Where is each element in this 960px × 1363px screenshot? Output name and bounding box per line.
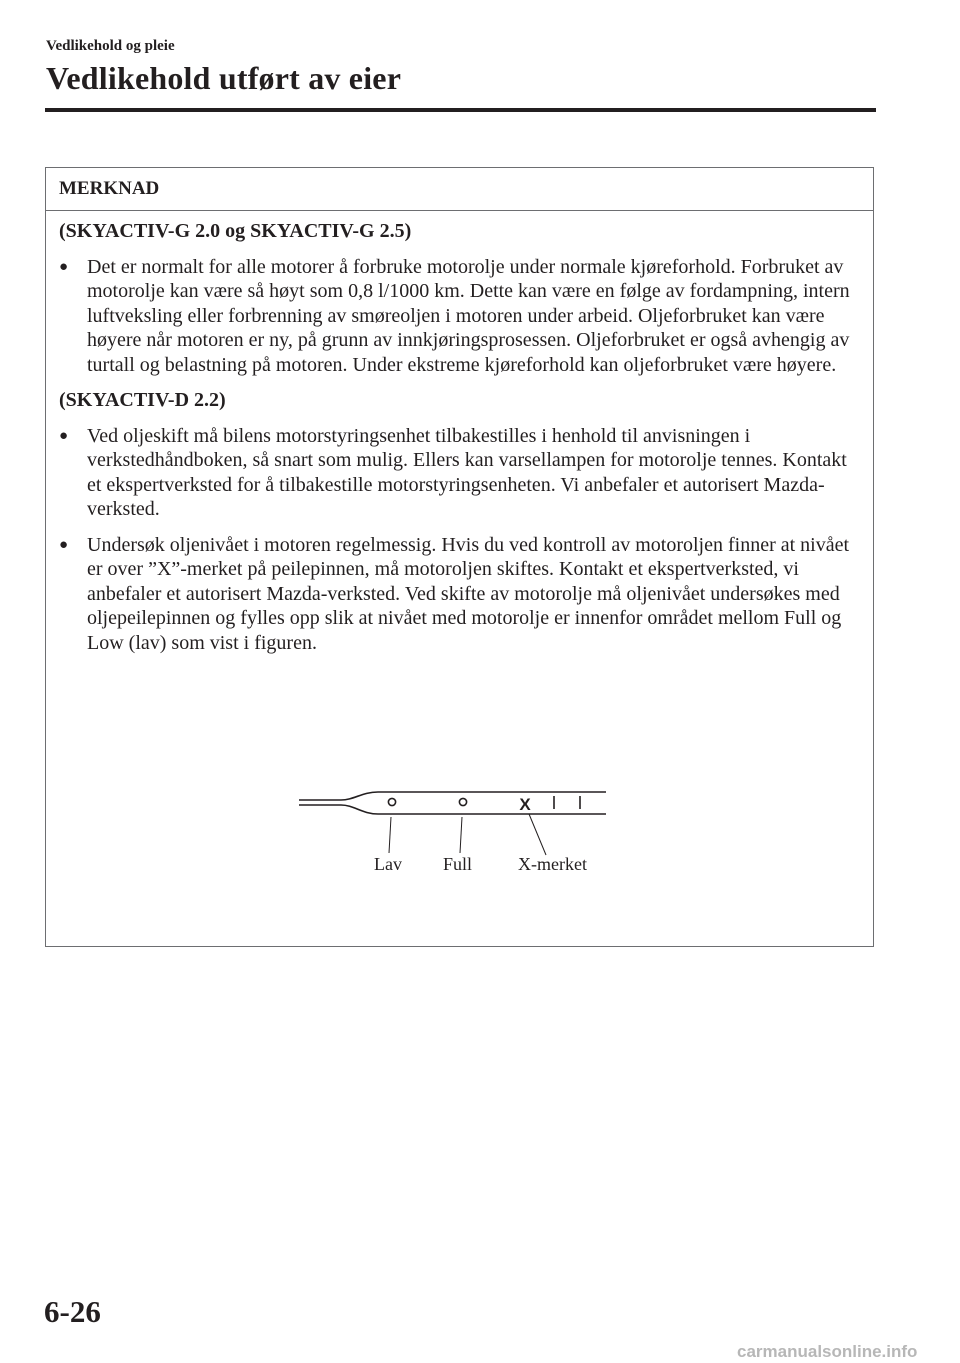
note-subhead-petrol: (SKYACTIV-G 2.0 og SKYACTIV-G 2.5) [59,220,412,242]
note-bullet [59,424,857,522]
note-bullet [59,255,857,378]
section-label: Vedlikehold og pleie [46,38,175,54]
note-bullet-text: Ved oljeskift må bilens motorstyringsenhet tilbakestilles i henhold til anvisningen i verkstedhåndboken, så snart som mulig. Ellers kan varsellampen for motorolje tennes. Kontakt et ekspertverksted for å tilbakestille motorstyringsenheten. Vi anbefaler et autorisert Mazda-verksted. [87,424,847,520]
title-rule [45,108,876,112]
page-number: 6-26 [44,1294,101,1329]
note-heading: MERKNAD [46,168,873,211]
label-x-mark: X-merket [518,854,587,874]
note-bullet-text: Det er normalt for alle motorer å forbruke motorolje under normale kjøreforhold. Forbruket av motorolje kan være så høyt som 0,8 l/1000 km. Dette kan være en følge av fordampning, intern luftveksling eller forbrenning av smøreoljen i motoren under arbeid. Oljeforbruket kan være høyere når motoren er ny, på grunn av innkjøringsprosessen. Oljeforbruket er også avhengig av turtall og belastning på motoren. Under ekstreme kjøreforhold kan oljeforbruket være høyere. [87,255,850,376]
note-box [45,167,874,947]
label-low: Lav [374,854,402,874]
bullet-dot-icon: ● [59,536,69,553]
bullet-dot-icon: ● [59,427,69,444]
note-body [46,211,873,655]
note-subhead-diesel: (SKYACTIV-D 2.2) [59,389,226,411]
watermark-link[interactable]: carmanualsonline.info [737,1342,918,1361]
dipstick-figure [296,783,616,883]
x-mark-text: X [519,795,531,814]
note-bullet [59,533,857,656]
bullet-dot-icon: ● [59,258,69,275]
label-full: Full [443,854,473,874]
note-bullet-text: Undersøk oljenivået i motoren regelmessig. Hvis du ved kontroll av motoroljen finner at nivået er over ”X”-merket på peilepinnen, må motoroljen skiftes. Kontakt et ekspertverksted, vi anbefaler et autorisert Mazda-verksted. Ved skifte av motorolje må oljenivået undersøkes med oljepeilepinnen og fylles opp slik at nivået med motorolje er innenfor området mellom Full og Low (lav) som vist i figuren. [87,533,850,654]
page-title: Vedlikehold utført av eier [46,60,402,96]
